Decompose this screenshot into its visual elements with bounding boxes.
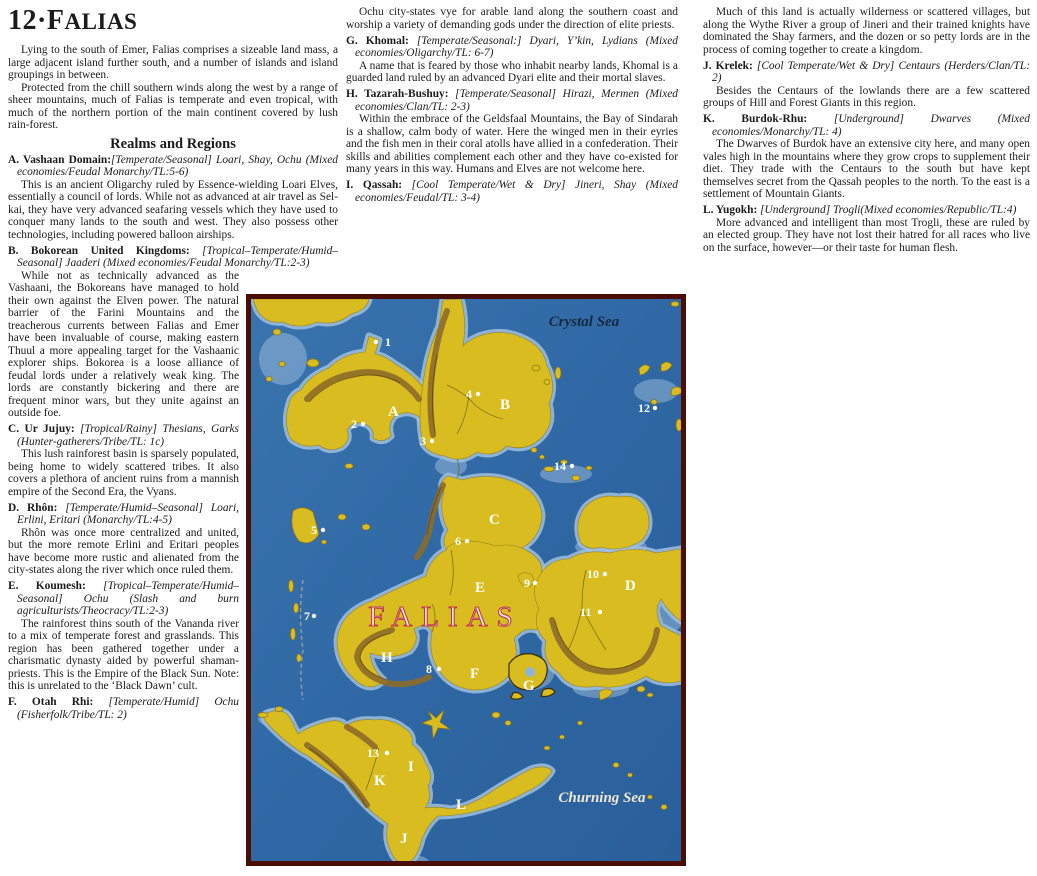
realm-id: A. Vashaan Domain: (8, 153, 111, 166)
realm-id: E. Koumesh: (8, 580, 86, 592)
location-marker: 5 (311, 523, 317, 537)
realm-info: [Temperate/Seasonal] Loari, Shay, Ochu (Mixed economies/Feudal Monarchy/TL:5-6) (17, 153, 338, 178)
location-marker: 2 (351, 417, 357, 431)
location-marker: 12 (638, 401, 650, 415)
realm-body-l: More advanced and intelligent than most Trogli, these are ruled by an elected group. They have not lost their hatred for all races who live on the surface, however—or their taste for human flesh. (703, 216, 1030, 254)
region-letter: A (388, 404, 399, 420)
realm-body-j: Besides the Centaurs of the lowlands there are a few scattered groups of Hill and Forest Giants in this region. (703, 84, 1030, 109)
realm-body-g: A name that is feared by those who inhabit nearby lands, Khomal is a guarded land ruled by an advanced Dyari elite and their mortal slaves. (346, 59, 678, 84)
realm-id: C. Ur Jujuy: (8, 423, 75, 435)
realm-id: H. Tazarah-Bushuy: (346, 88, 449, 100)
realm-body-e: The rainforest thins south of the Vananda river to a mix of temperate forest and grasslands. This region has been gathered together under a charismatic dynasty aided by powerful shaman-priests. This is the Empire of the Black Sun. Note: this is unrelated to the ‘Black Dawn’ cult. (8, 617, 239, 692)
map-title: FALIAS (368, 601, 522, 633)
realm-body-c: This lush rainforest basin is sparsely populated, being home to widely scattered tribes. It also covers a plethora of ancient ruins from a mannish empire of the Second Era, the Vyans. (8, 448, 239, 498)
realm-info: [Cool Temperate/Wet & Dry] Jineri, Shay (Mixed economies/Feudal/TL: 3-4) (355, 179, 679, 204)
realm-body-a: This is an ancient Oligarchy ruled by Essence-wielding Loari Elves, essentially a council of lords. While not as advanced at air travel as Sel-kai, they have very advanced seafaring vessels which they have used to conquer many lands to the south and west. They also possess other technologies, including powered balloon airships. (8, 178, 338, 241)
location-marker: 8 (426, 662, 432, 676)
island-north-of-d (578, 496, 649, 549)
realms-and-regions-heading: Realms and Regions (110, 135, 236, 152)
realm-id: K. Burdok-Rhu: (703, 113, 808, 125)
sea-label-churning: Churning Sea (558, 790, 646, 806)
realm-info: [Tropical/Rainy] Thesians, Garks (Hunter-gatherers/Tribe/TL: 1c) (17, 423, 239, 448)
realm-heading-b (8, 245, 338, 270)
region-letter: L (456, 797, 467, 813)
realm-heading-h (346, 88, 678, 113)
region-letter: K (374, 773, 386, 789)
intro-paragraph: Protected from the chill southern winds along the west by a range of sheer mountains, much of Falias is temperate and even tropical, with much of the northern portion of the main continent covered by lush rain-forest. (8, 81, 338, 131)
realm-body-f: Ochu city-states vye for arable land along the southern coast and worship a variety of demanding gods under the direction of elite priests. (346, 6, 678, 31)
region-letter: B (500, 397, 511, 413)
location-marker: 6 (455, 534, 461, 548)
realm-info: [Tropical–Temperate/Humid–Seasonal] Ochu (Slash and burn agriculturists/Theocracy/TL:2-3) (17, 580, 239, 617)
realm-heading-e (8, 580, 239, 618)
realm-info: [Temperate/Seasonal] Hirazi, Mermen (Mixed economies/Clan/TL: 2-3) (355, 88, 678, 113)
location-marker: 11 (580, 605, 592, 619)
realm-id: I. Qassah: (346, 179, 403, 191)
location-marker: 10 (587, 567, 599, 581)
realm-id: F. Otah Rhi: (8, 696, 94, 708)
realm-id: D. Rhôn: (8, 501, 58, 514)
realm-heading-k (703, 113, 1030, 138)
realm-info: [Underground] Dwarves (Mixed economies/Monarchy/TL: 4) (712, 113, 1030, 138)
location-marker: 14 (554, 459, 566, 473)
realm-info: [Tropical–Temperate/Humid–Seasonal] Jaaderi (Mixed economies/Feudal Monarchy/TL:2-3) (17, 244, 338, 269)
location-marker: 3 (420, 434, 426, 448)
falias-map (246, 294, 686, 866)
realm-heading-l (703, 204, 1030, 217)
realm-info: [Temperate/Humid] Ochu (Fisherfolk/Tribe/TL: 2) (17, 696, 239, 721)
realm-id: B. Bokorean United Kingdoms: (8, 244, 190, 257)
realm-heading-d (8, 502, 239, 527)
realm-body-d: Rhôn was once more centralized and united, but the more remote Erlini and Eritari peoples have become more rustic and alienated from the city-states along the river which once ruled them. (8, 526, 239, 576)
sea-label-crystal: Crystal Sea (548, 314, 620, 330)
realm-heading-f (8, 696, 239, 721)
column-left-narrow (8, 270, 239, 722)
intro-paragraph: Lying to the south of Emer, Falias comprises a sizeable land mass, a large adjacent island further south, and a number of islands and island groupings in between. (8, 44, 338, 81)
realm-info: [Cool Temperate/Wet & Dry] Centaurs (Herders/Clan/TL: 2) (712, 59, 1030, 84)
realm-id: L. Yugokh: (703, 204, 758, 216)
realm-info: [Temperate/Humid–Seasonal] Loari, Erlini, Eritari (Monarchy/TL:4-5) (17, 501, 239, 526)
realm-body-b: While not as technically advanced as the Vashaani, the Bokoreans have managed to hold their own against the Elven power. The natural barrier of the Farini Mountains and the treacherous currents between Falias and Emer have been invaluable of course, making eastern Thuul a more appealing target for the Vashaanic explorer ships. Bokorea is a loose alliance of feudal lords under a relatively weak king. The lords are constantly bickering and there are frequent minor wars, but they unite against an outside foe. (8, 269, 239, 419)
region-letter: J (400, 831, 408, 847)
map-svg (251, 299, 681, 861)
realm-info: [Underground] Trogli(Mixed economies/Republic/TL:4) (757, 204, 1017, 216)
realm-info: [Temperate/Seasonal:] Dyari, Y’kin, Lydians (Mixed economies/Oligarchy/TL: 6-7) (355, 34, 678, 59)
realm-body-k: The Dwarves of Burdok have an extensive city here, and many open vales high in the mountains where they grow crops to supplement their diet. They trade with the Centaurs to the south but have kept themselves secret from the Qassah peoples to the north. To the east is a settlement of Mountain Giants. (703, 138, 1030, 200)
location-marker: 4 (466, 387, 472, 401)
realm-heading-j (703, 60, 1030, 85)
realm-id: G. Khomal: (346, 34, 409, 47)
realm-body-i: Much of this land is actually wilderness or scattered villages, but along the Wythe River a group of Jineri and their trained knights have dominated the Shay farmers, and the dozen or so petty lords are in the process of coming together to create a kingdom. (703, 6, 1030, 56)
location-marker: 9 (524, 576, 530, 590)
region-letter: F (470, 666, 480, 682)
column-center (346, 6, 678, 204)
location-marker: 13 (367, 746, 379, 760)
realm-heading-a (8, 154, 338, 179)
realm-body-h: Within the embrace of the Geldsfaal Mountains, the Bay of Sindarah is a shallow, calm body of water. Here the winged men in their eyries and the fish men in their coral atolls have allied in a confederation. Their skills and abilities complement each other and they have co-existed for many years in this way. Humans and Elves are not welcome here. (346, 113, 678, 175)
location-marker: 7 (304, 609, 310, 623)
realm-id: J. Krelek: (703, 59, 753, 72)
realm-heading-g (346, 35, 678, 60)
realm-heading-c (8, 423, 239, 448)
location-marker: 1 (385, 335, 391, 349)
region-letter: D (625, 578, 636, 594)
page-title: 12·FALIAS (8, 5, 138, 36)
region-letter: I (408, 759, 414, 775)
region-letter: E (475, 580, 486, 596)
column-right (703, 6, 1030, 254)
region-letter: G (523, 678, 535, 694)
region-letter: H (381, 650, 393, 666)
region-letter: C (489, 512, 500, 528)
realm-heading-i (346, 179, 678, 204)
